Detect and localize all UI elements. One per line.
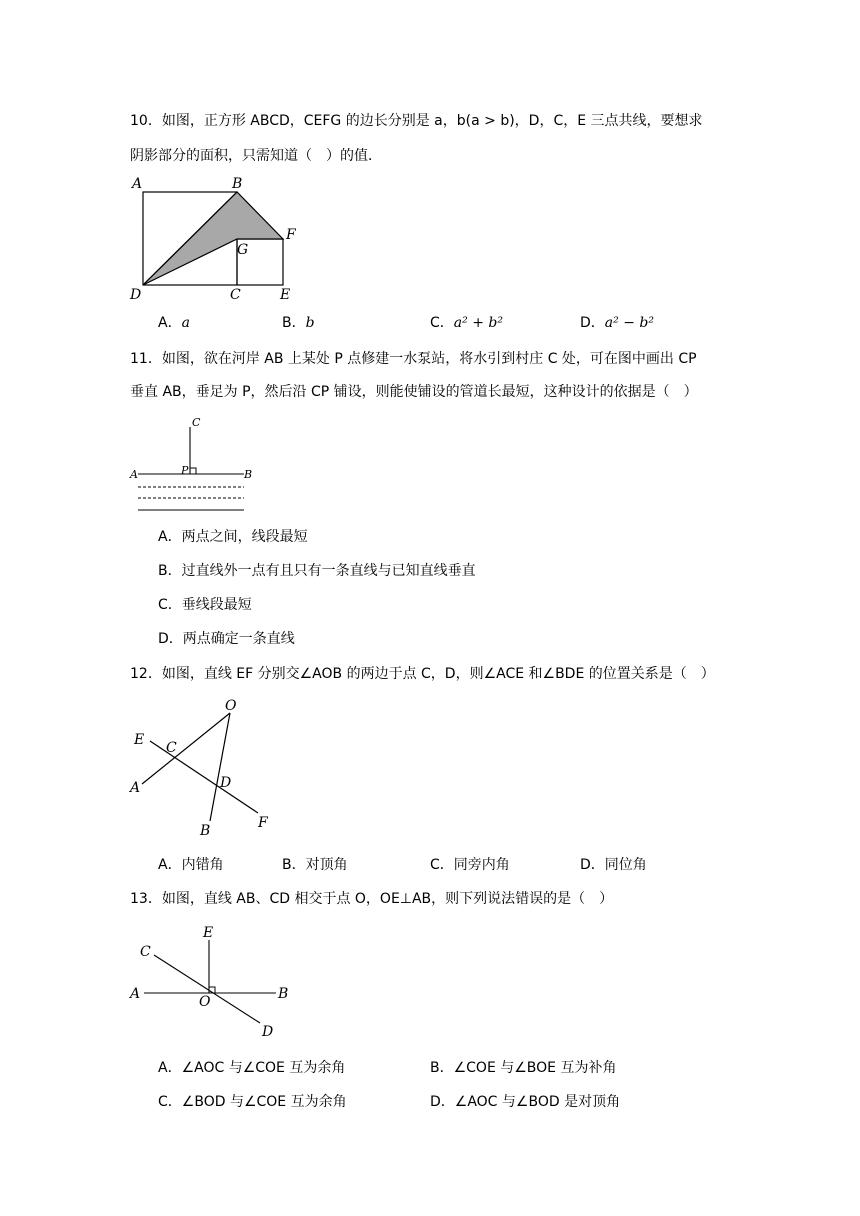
q11-option-d[interactable]: D．两点确定一条直线 [158,631,295,647]
label-A: A [130,780,141,796]
q11-stem-line1: 11．如图，欲在河岸 AB 上某处 P 点修建一水泵站，将水引到村庄 C 处，可在图中画出 CP [130,351,697,367]
ray-oa [142,713,230,784]
q12-option-c[interactable]: C．同旁内角 [430,857,510,873]
q10-stem-line2: 阴影部分的面积，只需知道（ ）的值． [130,148,382,164]
q10-figure [128,172,328,302]
q13-stem-line1: 13．如图，直线 AB、CD 相交于点 O，OE⊥AB，则下列说法错误的是（ ） [130,891,614,907]
right-angle-mark [190,468,196,474]
label-B: B [200,823,211,839]
label-D: D [130,287,142,303]
q13-option-b[interactable]: B．∠COE 与∠BOE 互为补角 [430,1060,617,1076]
label-P: P [181,464,189,477]
label-D: D [220,775,232,791]
q12-stem-line1: 12．如图，直线 EF 分别交∠AOB 的两边于点 C，D，则∠ACE 和∠BDE 的位置关系是（ ） [130,666,715,682]
q11-stem-line2: 垂直 AB，垂足为 P，然后沿 CP 铺设，则能使铺设的管道长最短，这种设计的依据是（ ） [130,384,698,400]
q11-option-a[interactable]: A．两点之间，线段最短 [158,529,308,545]
label-B: B [232,176,243,192]
q13-figure [128,922,298,1042]
label-G: G [237,242,249,258]
q10-option-c[interactable]: C．a² + b² [430,315,503,331]
label-E: E [134,732,145,748]
label-A: A [130,986,141,1002]
label-C: C [230,287,241,303]
label-F: F [286,227,296,243]
label-D: D [262,1024,274,1040]
q13-option-a[interactable]: A．∠AOC 与∠COE 互为余角 [158,1060,346,1076]
q10-option-d[interactable]: D．a² − b² [580,315,654,331]
shaded-region [143,192,283,285]
q13-option-d[interactable]: D．∠AOC 与∠BOD 是对顶角 [430,1094,621,1110]
label-E: E [203,925,214,941]
q12-option-d[interactable]: D．同位角 [580,857,647,873]
label-C: C [140,944,151,960]
label-C: C [192,416,201,429]
q10-stem-line1: 10．如图，正方形 ABCD，CEFG 的边长分别是 a，b(a > b)，D，C，E 三点共线，要想求 [130,113,703,129]
line-cd [154,955,260,1023]
label-B: B [244,468,253,481]
label-O: O [199,994,211,1010]
q11-figure [128,413,268,513]
q11-option-c[interactable]: C．垂线段最短 [158,597,252,613]
label-F: F [258,815,268,831]
q12-option-a[interactable]: A．内错角 [158,857,224,873]
label-A: A [130,468,138,481]
q13-option-c[interactable]: C．∠BOD 与∠COE 互为余角 [158,1094,347,1110]
q11-option-b[interactable]: B．过直线外一点有且只有一条直线与已知直线垂直 [158,563,476,579]
ray-ob [210,713,230,821]
label-A: A [132,176,143,192]
q10-option-a[interactable]: A．a [158,315,190,331]
label-E: E [280,287,291,303]
label-B: B [278,986,289,1002]
q12-option-b[interactable]: B．对顶角 [282,857,348,873]
label-O: O [225,698,237,714]
q10-option-b[interactable]: B．b [282,315,315,331]
label-C: C [166,740,177,756]
q12-figure [128,696,288,841]
